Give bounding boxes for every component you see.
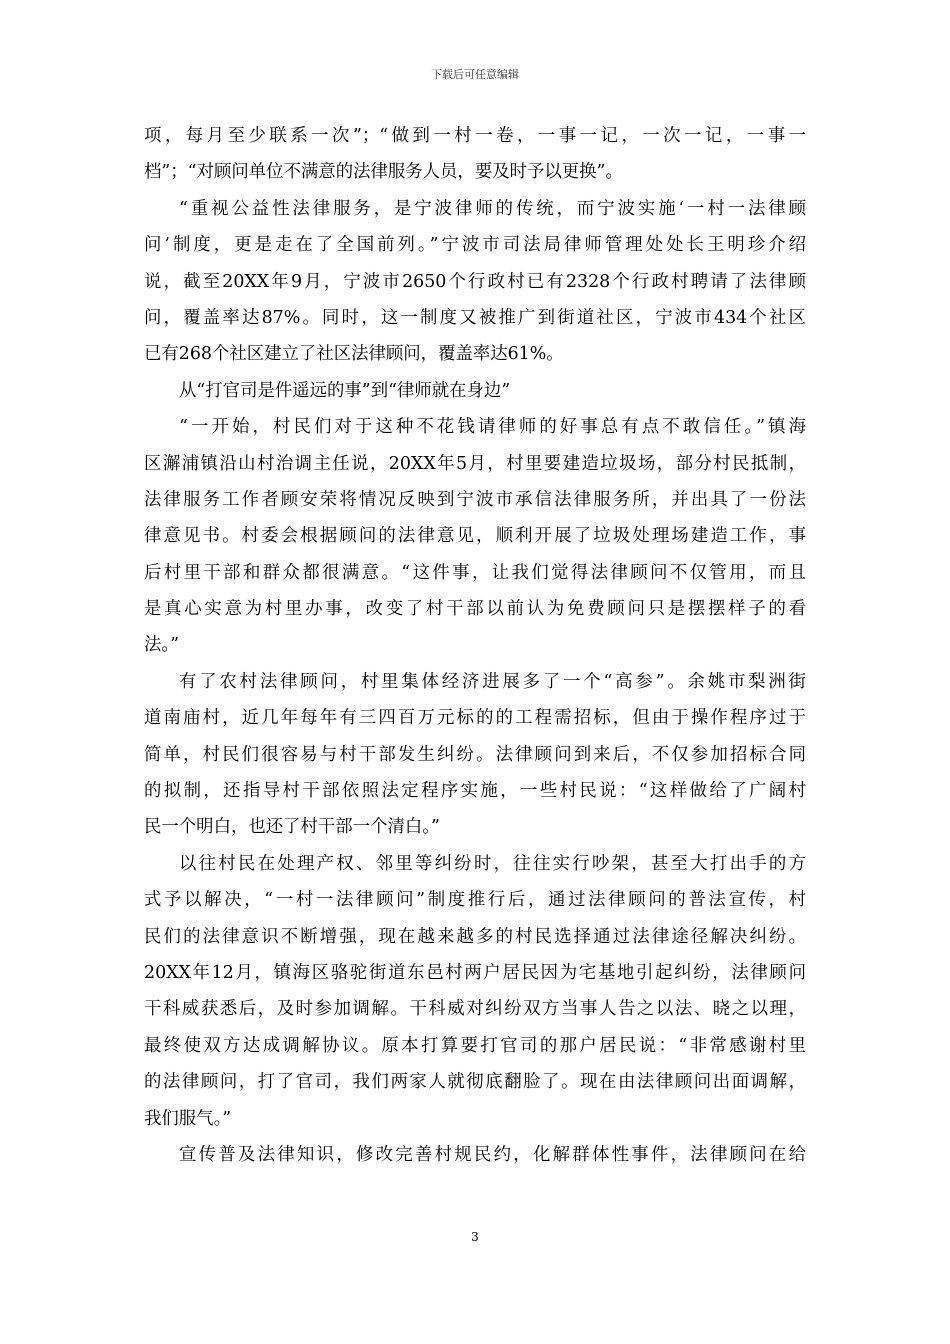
section-heading: 从“打官司是件遥远的事”到“律师就在身边” [179, 380, 511, 401]
text-line: 档”；“对顾问单位不满意的法律服务人员，要及时予以更换”。 [144, 162, 623, 183]
text-line: 式予以解决，“一村一法律顾问”制度推行后，通过法律顾问的普法宣传，村 [144, 890, 806, 911]
text-line: 的拟制，还指导村干部依照法定程序实施，一些村民说：“这样做给了广阔村 [144, 781, 806, 802]
text-line: 最终使双方达成调解协议。原本打算要打官司的那户居民说：“非常感谢村里 [144, 1035, 806, 1056]
text-line: 干科威获悉后，及时参加调解。干科威对纠纷双方当事人告之以法、晓之以理， [144, 999, 806, 1020]
text-line: 说，截至20XX年9月，宁波市2650个行政村已有2328个行政村聘请了法律顾 [144, 271, 806, 292]
text-line: 已有268个社区建立了社区法律顾问，覆盖率达61%。 [144, 344, 564, 365]
text-line: 问’制度，更是走在了全国前列。”宁波市司法局律师管理处处长王明珍介绍 [144, 235, 806, 256]
text-line: 我们服气。” [144, 1108, 232, 1129]
text-line: 简单，村民们很容易与村干部发生纠纷。法律顾问到来后，不仅参加招标合同 [144, 744, 806, 765]
text-line: 后村里干部和群众都很满意。“这件事，让我们觉得法律顾问不仅管用，而且 [144, 562, 806, 583]
text-line: 道南庙村，近几年每年有三四百万元标的的工程需招标，但由于操作程序过于 [144, 708, 806, 729]
text-line: 以往村民在处理产权、邻里等纠纷时，往往实行吵架，甚至大打出手的方 [179, 853, 806, 874]
text-line: 民们的法律意识不断增强，现在越来越多的村民选择通过法律途径解决纠纷。 [144, 926, 806, 947]
text-line: 法。” [144, 635, 179, 656]
text-line: 问，覆盖率达87%。同时，这一制度又被推广到街道社区，宁波市434个社区 [144, 307, 806, 328]
text-line: 20XX年12月，镇海区骆驼街道东邑村两户居民因为宅基地引起纠纷，法律顾问 [144, 962, 806, 983]
text-line: 区澥浦镇沿山村治调主任说，20XX年5月，村里要建造垃圾场，部分村民抵制， [144, 453, 806, 474]
text-line: 民一个明白，也还了村干部一个清白。” [144, 817, 440, 838]
text-line: 宣传普及法律知识，修改完善村规民约，化解群体性事件，法律顾问在给 [179, 1144, 806, 1165]
text-line: 的法律顾问，打了官司，我们两家人就彻底翻脸了。现在由法律顾问出面调解， [144, 1072, 806, 1093]
text-line: 是真心实意为村里办事，改变了村干部以前认为免费顾问只是摆摆样子的看 [144, 599, 806, 620]
document-body [144, 118, 806, 1173]
text-line: “一开始，村民们对于这种不花钱请律师的好事总有点不敢信任。”镇海 [179, 417, 806, 438]
text-line: “重视公益性法律服务，是宁波律师的传统，而宁波实施‘一村一法律顾 [179, 198, 806, 219]
text-line: 法律服务工作者顾安荣将情况反映到宁波市承信法律服务所，并出具了一份法 [144, 489, 806, 510]
text-line: 有了农村法律顾问，村里集体经济进展多了一个“高参”。余姚市梨洲街 [179, 671, 806, 692]
page-header: 下载后可任意编辑 [431, 68, 519, 81]
text-line: 项，每月至少联系一次”；“做到一村一卷，一事一记，一次一记，一事一 [144, 126, 806, 146]
page-number: 3 [471, 1230, 479, 1244]
text-line: 律意见书。村委会根据顾问的法律意见，顺利开展了垃圾处理场建造工作，事 [144, 526, 806, 547]
